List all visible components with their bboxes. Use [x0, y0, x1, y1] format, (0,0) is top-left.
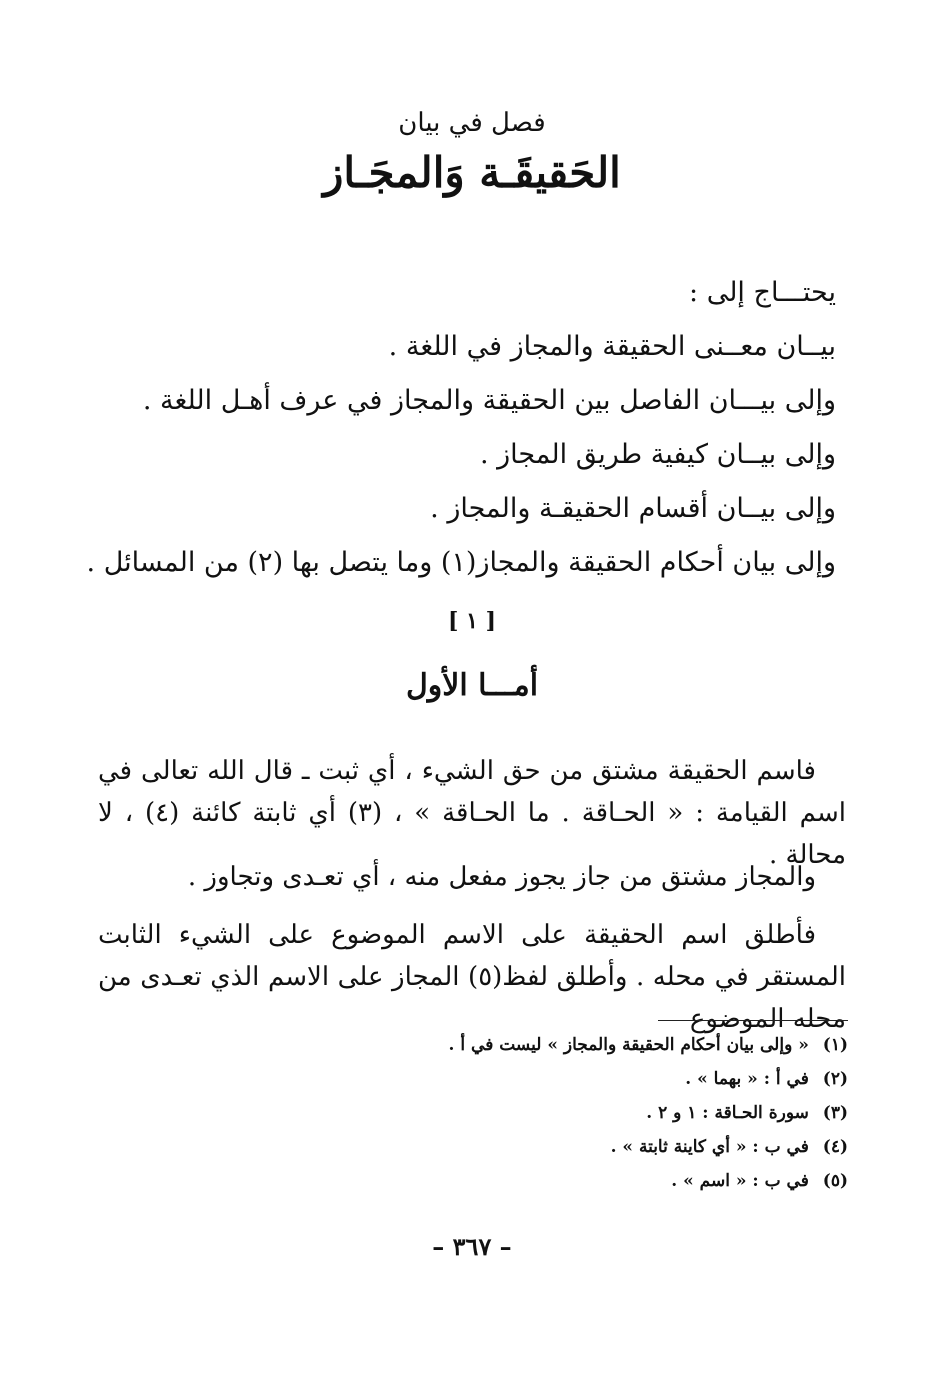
- section-number: [ ١ ]: [448, 608, 496, 634]
- footnote-divider: [658, 1020, 848, 1021]
- footnote-text: « وإلى بيان أحكام الحقيقة والمجاز » ليست في أ .: [448, 1035, 809, 1055]
- footnote-number: (٣): [822, 1103, 848, 1123]
- chapter-subtitle: فصل في بيان: [398, 108, 546, 138]
- paragraph-text: والمجاز مشتق من جاز يجوز مفعل منه ، أي تعـدى وتجاوز .: [187, 862, 816, 892]
- footnote-number: (٤): [822, 1137, 848, 1157]
- footnote: [148, 1164, 848, 1198]
- body-paragraph: [98, 914, 846, 1040]
- intro-item: وإلى بيــان أقسام الحقيقـة والمجاز .: [430, 493, 836, 524]
- intro-lead: يحتـــاج إلى :: [689, 277, 836, 308]
- chapter-title: الحَقيقَـة وَالمجَـاز: [323, 148, 621, 197]
- paragraph-text: فأطلق اسم الحقيقة على الاسم الموضوع على الشيء الثابت المستقر في محله . وأطلق لفظ(٥) المجاز على الاسم الذي تعـدى من محله الموضوع: [98, 920, 846, 1034]
- body-paragraph: [98, 856, 846, 898]
- footnote: [148, 1096, 848, 1130]
- footnote-number: (٥): [822, 1171, 848, 1191]
- footnote-number: (٢): [822, 1069, 848, 1089]
- footnote: [148, 1028, 848, 1062]
- footnote-text: في ب : « اسم » .: [671, 1171, 809, 1191]
- intro-item: وإلى بيـــان الفاصل بين الحقيقة والمجاز في عرف أهـل اللغة .: [142, 385, 836, 416]
- section-title: أمـــا الأول: [405, 668, 539, 703]
- footnote-text: سورة الحـاقة : ١ و ٢ .: [646, 1103, 809, 1123]
- intro-item: وإلى بيان أحكام الحقيقة والمجاز(١) وما يتصل بها (٢) من المسائل .: [86, 547, 836, 578]
- footnote: [148, 1062, 848, 1096]
- footnotes: [148, 1028, 848, 1198]
- page-number: – ٣٦٧ –: [432, 1232, 512, 1261]
- intro-list: [86, 266, 836, 590]
- footnote-text: في أ : « بهما » .: [685, 1069, 809, 1089]
- footnote-text: في ب : « أي كاينة ثابتة » .: [610, 1137, 809, 1157]
- paragraph-text: فاسم الحقيقة مشتق من حق الشيء ، أي ثبت ـ قال الله تعالى في اسم القيامة : « الحـاقة . ما الحـاقة » ، (٣) أي ثابتة كائنة (٤) ، لا محالة .: [98, 756, 846, 870]
- intro-item: بيــان معــنى الحقيقة والمجاز في اللغة .: [388, 331, 836, 362]
- footnote-number: (١): [822, 1035, 848, 1055]
- intro-item: وإلى بيــان كيفية طريق المجاز .: [479, 439, 836, 470]
- footnote: [148, 1130, 848, 1164]
